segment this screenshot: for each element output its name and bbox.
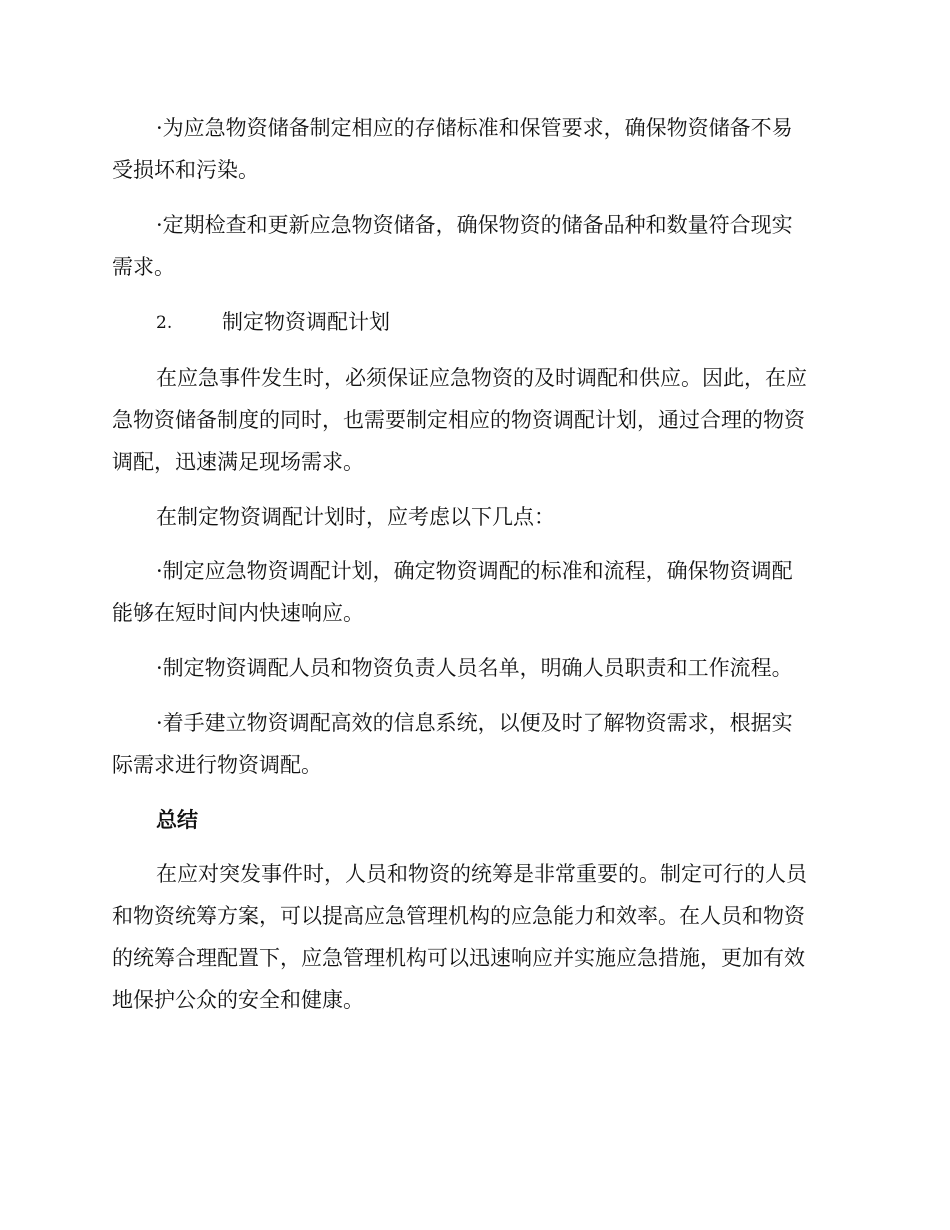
bullet-info-system-line-2: 际需求进行物资调配。 [112,753,322,777]
considerations-intro: 在制定物资调配计划时，应考虑以下几点： [156,505,555,529]
section-number: 2. [156,313,173,333]
bullet-personnel-list: ·制定物资调配人员和物资负责人员名单，明确人员职责和工作流程。 [156,656,793,680]
bullet-periodic-check-line-2: 需求。 [112,255,175,279]
section-heading: 制定物资调配计划 [222,310,390,334]
bullet-storage-standards-line-2: 受损坏和污染。 [112,158,259,182]
summary-title: 总结 [156,808,198,832]
summary-line-2: 和物资统筹方案，可以提高应急管理机构的应急能力和效率。在人员和物资 [112,904,805,928]
summary-line-1: 在应对突发事件时，人员和物资的统筹是非常重要的。制定可行的人员 [156,862,807,886]
bullet-allocation-plan-line-1: ·制定应急物资调配计划，确定物资调配的标准和流程，确保物资调配 [156,559,793,583]
allocation-intro-line-1: 在应急事件发生时，必须保证应急物资的及时调配和供应。因此，在应 [156,366,807,390]
bullet-info-system-line-1: ·着手建立物资调配高效的信息系统，以便及时了解物资需求，根据实 [156,711,793,735]
allocation-intro-line-3: 调配，迅速满足现场需求。 [112,450,364,474]
bullet-allocation-plan-line-2: 能够在短时间内快速响应。 [112,601,364,625]
summary-line-4: 地保护公众的安全和健康。 [112,988,364,1012]
summary-line-3: 的统筹合理配置下，应急管理机构可以迅速响应并实施应急措施，更加有效 [112,946,805,970]
bullet-storage-standards-line-1: ·为应急物资储备制定相应的存储标准和保管要求，确保物资储备不易 [156,116,793,140]
allocation-intro-line-2: 急物资储备制度的同时，也需要制定相应的物资调配计划，通过合理的物资 [112,408,805,432]
bullet-periodic-check-line-1: ·定期检查和更新应急物资储备，确保物资的储备品种和数量符合现实 [156,213,793,237]
